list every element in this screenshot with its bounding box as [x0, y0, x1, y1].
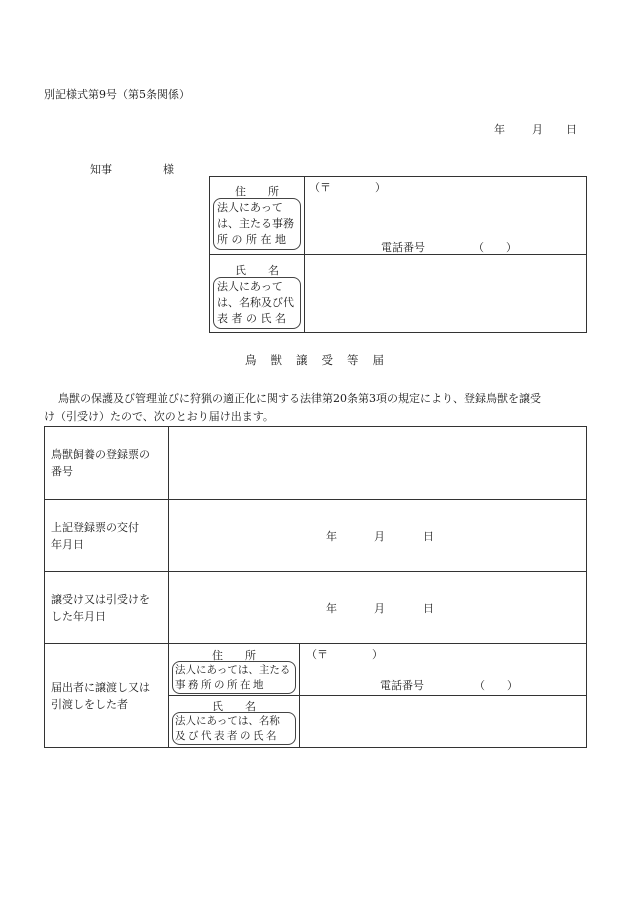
applicant-address-note-3: 所 の 所 在 地: [217, 233, 286, 246]
row4-label-line-2: 引渡しをした者: [51, 697, 128, 711]
main-table: [44, 426, 587, 748]
row1-label-line-2: 番号: [51, 465, 73, 478]
row3-day: 日: [423, 601, 434, 615]
row3-label-cell: [45, 572, 169, 644]
applicant-name-note-1: 法人にあって: [217, 280, 283, 293]
row1-label-line-1: 鳥獣飼養の登録票の: [51, 448, 150, 461]
row4-address-label-cell: [169, 644, 300, 696]
row1-value-field[interactable]: [169, 427, 587, 500]
row4-name-note-1: 法人にあっては、名称: [175, 715, 280, 727]
row2-label-line-1: 上記登録票の交付: [51, 520, 139, 534]
row2-year: 年: [326, 529, 337, 543]
applicant-name-note-3: 表 者 の 氏 名: [217, 312, 286, 325]
applicant-address-label-cell: [210, 177, 305, 255]
row2-date-field[interactable]: [169, 500, 587, 572]
date-year: 年: [494, 123, 505, 136]
table-row: [45, 572, 587, 644]
applicant-address-note-1: 法人にあって: [217, 201, 283, 214]
body-text-line-1: 鳥獣の保護及び管理並びに狩猟の適正化に関する法律第20条第3項の規定により、登録鳥獣を譲受: [58, 392, 541, 405]
table-row: [45, 644, 587, 696]
row4-postal-mark: （〒 ）: [306, 648, 383, 661]
applicant-phone-label: 電話番号: [381, 241, 425, 254]
row4-phone-label: 電話番号: [380, 679, 424, 692]
applicant-table: [209, 176, 587, 333]
addressee-honorific: 様: [163, 163, 174, 176]
applicant-postal-mark: （〒 ）: [309, 181, 386, 194]
row4-phone-parens: （ ）: [474, 679, 518, 692]
row2-month: 月: [374, 529, 385, 543]
row3-month: 月: [374, 601, 385, 615]
row4-address-label: 住 所: [212, 649, 256, 662]
date-month: 月: [532, 123, 543, 136]
date-day: 日: [566, 123, 577, 136]
row4-label-cell: [45, 644, 169, 748]
row4-name-label-cell: [169, 696, 300, 748]
row3-year: 年: [326, 601, 337, 615]
applicant-name-note-2: は、名称及び代: [217, 296, 294, 309]
row4-label-line-1: 届出者に譲渡し又は: [51, 680, 150, 694]
table-row: [45, 500, 587, 572]
row3-label-line-2: した年月日: [51, 609, 106, 623]
row2-day: 日: [423, 529, 434, 543]
applicant-address-label: 住 所: [235, 185, 279, 198]
addressee-governor: 知事: [90, 163, 112, 176]
applicant-address-note-2: は、主たる事務: [217, 217, 294, 230]
applicant-name-field[interactable]: [305, 255, 587, 333]
row4-name-label: 氏 名: [212, 700, 256, 713]
form-label: 別記様式第9号（第5条関係）: [44, 88, 190, 101]
row1-label-cell: [45, 427, 169, 500]
row4-address-field[interactable]: [300, 644, 587, 696]
applicant-phone-parens: （ ）: [473, 241, 517, 254]
applicant-name-label-cell: [210, 255, 305, 333]
row4-address-note-1: 法人にあっては、主たる: [175, 664, 291, 676]
body-text-line-2: け（引受け）たので、次のとおり届け出ます。: [44, 410, 274, 423]
row4-name-note-2: 及び代表者の氏名: [175, 730, 279, 742]
row2-label-line-2: 年月日: [51, 537, 84, 551]
row4-name-field[interactable]: [300, 696, 587, 748]
table-row: [45, 427, 587, 500]
applicant-name-label: 氏 名: [235, 264, 279, 277]
row2-label-cell: [45, 500, 169, 572]
row3-label-line-1: 譲受け又は引受けを: [51, 592, 150, 606]
applicant-address-field[interactable]: [305, 177, 587, 255]
row3-date-field[interactable]: [169, 572, 587, 644]
document-title: 鳥獣譲受等届: [245, 353, 398, 367]
row4-address-note-2: 事務所の所在地: [175, 679, 266, 691]
